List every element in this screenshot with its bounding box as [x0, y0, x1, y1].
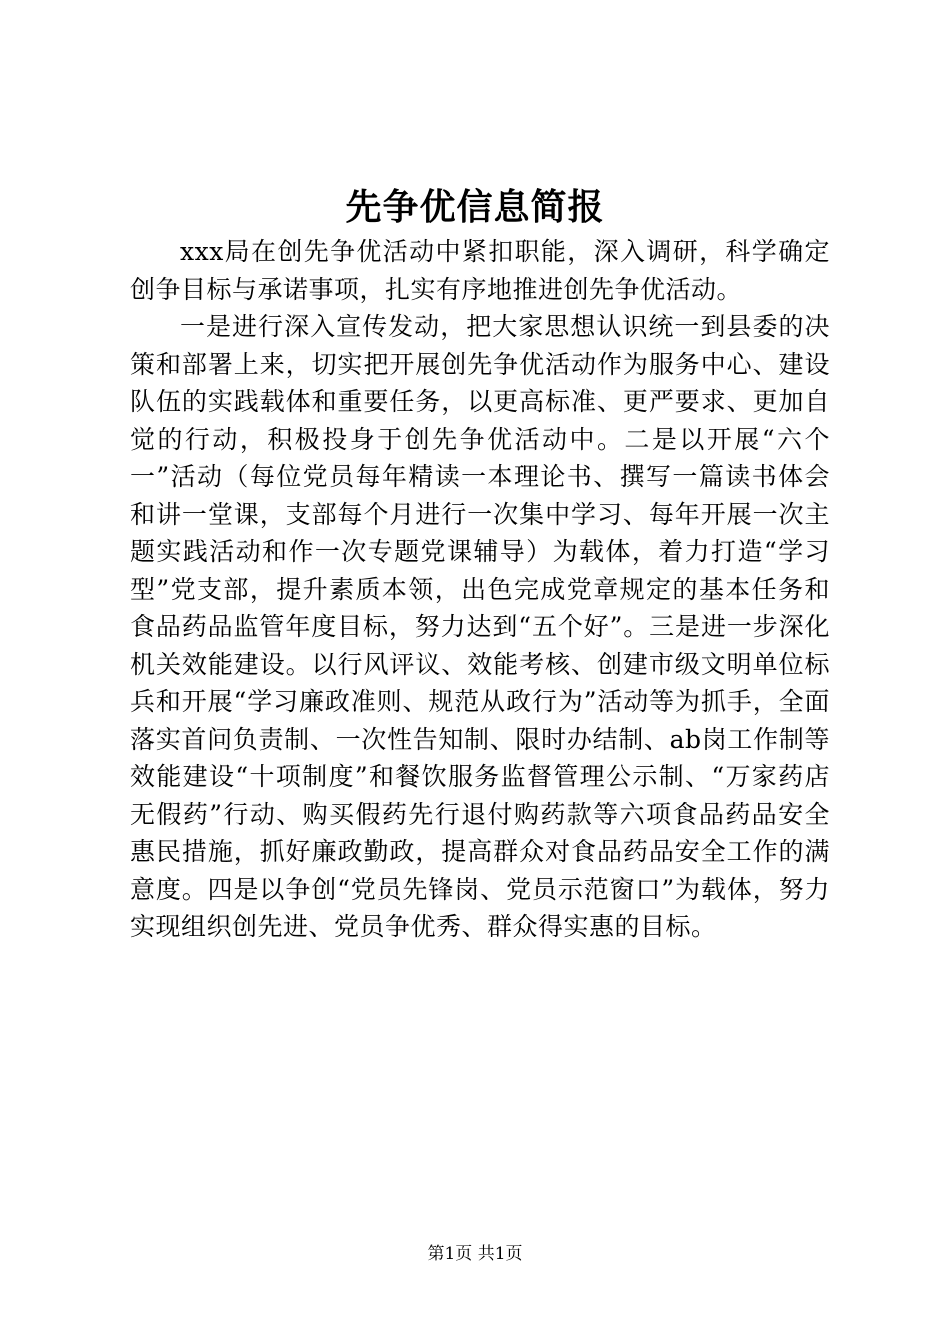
paragraph-intro: xxx局在创先争优活动中紧扣职能，深入调研，科学确定创争目标与承诺事项，扎实有序地推进创先争优活动。 [130, 237, 830, 304]
document-body [130, 233, 830, 946]
paragraph-main: 一是进行深入宣传发动，把大家思想认识统一到县委的决策和部署上来，切实把开展创先争优活动作为服务中心、建设队伍的实践载体和重要任务，以更高标准、更严要求、更加自觉的行动，积极投身于创先争优活动中。二是以开展“六个一”活动（每位党员每年精读一本理论书、撰写一篇读书体会和讲一堂课，支部每个月进行一次集中学习、每年开展一次主题实践活动和作一次专题党课辅导）为载体，着力打造“学习型”党支部，提升素质本领，出色完成党章规定的基本任务和食品药品监管年度目标，努力达到“五个好”。三是进一步深化机关效能建设。以行风评议、效能考核、创建市级文明单位标兵和开展“学习廉政准则、规范从政行为”活动等为抓手，全面落实首问负责制、一次性告知制、限时办结制、ab岗工作制等效能建设“十项制度”和餐饮服务监督管理公示制、“万家药店无假药”行动、购买假药先行退付购药款等六项食品药品安全惠民措施，抓好廉政勤政，提高群众对食品药品安全工作的满意度。四是以争创“党员先锋岗、党员示范窗口”为载体，努力实现组织创先进、党员争优秀、群众得实惠的目标。 [130, 312, 830, 941]
page-number-footer: 第1页 共1页 [427, 1244, 523, 1264]
document-title: 先争优信息简报 [345, 186, 605, 228]
